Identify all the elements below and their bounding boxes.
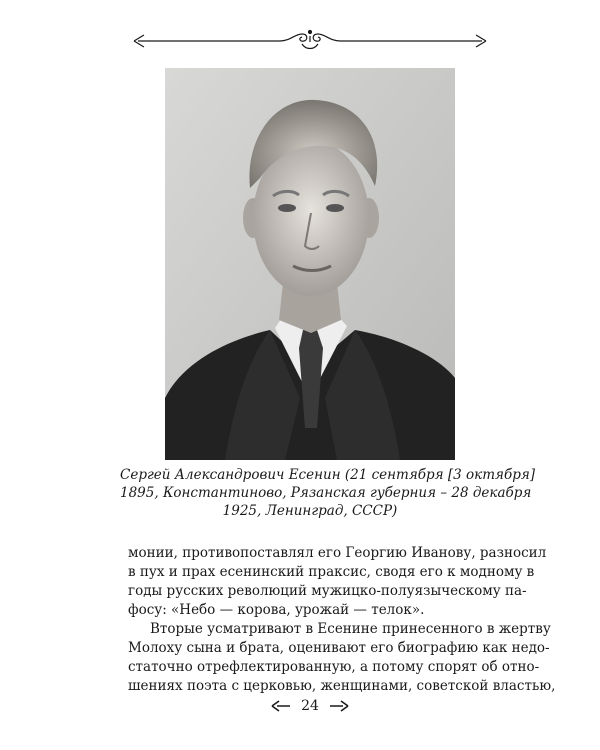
right-ornament-icon <box>328 699 350 713</box>
text-line: Вторые усматривают в Есенине принесенного в жертву <box>150 621 551 637</box>
text-line: годы русских революций мужицко-полуязыческому па- <box>128 583 527 599</box>
page-footer <box>270 696 350 716</box>
caption-line: Сергей Александрович Есенин (21 сентября [3 октября] <box>120 467 536 483</box>
text-line: Молоху сына и брата, оценивают его биографию как недо- <box>128 640 550 656</box>
caption-line: 1895, Константиново, Рязанская губерния – 28 декабря <box>120 485 532 501</box>
text-line: шениях поэта с церковью, женщинами, советской властью, <box>128 678 556 694</box>
portrait-photo <box>165 68 455 460</box>
text-line: в пух и прах есенинский праксис, сводя его к модному в <box>128 564 535 580</box>
text-line: фосу: «Небо — корова, урожай — телок». <box>128 602 425 618</box>
text-line: статочно отрефлектированную, а потому спорят об отно- <box>128 659 540 675</box>
caption-line: 1925, Ленинград, СССР) <box>222 503 398 519</box>
page-number: 24 <box>301 698 319 714</box>
body-text <box>128 544 556 696</box>
text-line: монии, противопоставлял его Георгию Иванову, разносил <box>128 545 547 561</box>
top-ornament <box>130 26 490 56</box>
photo-caption <box>120 466 536 520</box>
